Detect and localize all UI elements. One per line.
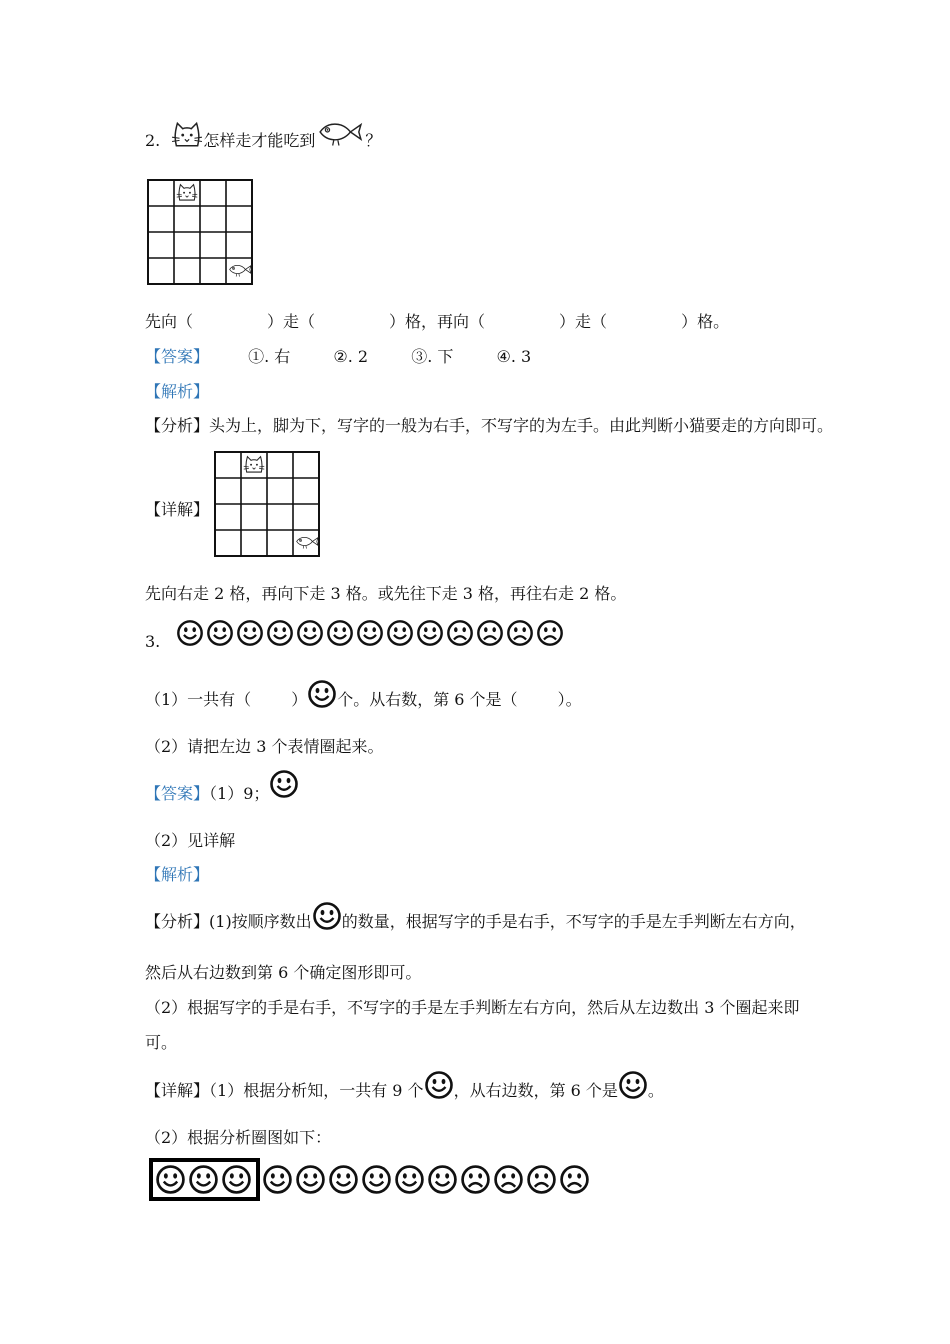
analysis1-a: (1)按顺序数出 [209, 912, 312, 931]
analysis-text: 头为上，脚为下，写字的一般为右手，不写字的为左手。由此判断小猫要走的方向即可。 [209, 416, 834, 435]
p1-text-d: ）。 [557, 690, 582, 709]
q3-answer-2: （2）见详解 [145, 831, 236, 850]
detail-fish-icon [297, 537, 318, 548]
smiley-icon [356, 619, 384, 647]
smiley-icon [386, 619, 414, 647]
smiley-icon [361, 1164, 392, 1195]
q3-circled-row [149, 1158, 592, 1201]
q3-face-row [176, 619, 566, 647]
q2-question-mark: ？ [365, 131, 382, 150]
smiley-icon [424, 1070, 454, 1100]
answer-1: ①. 右 [248, 347, 291, 366]
analysis-tag: 【分析】 [145, 416, 210, 435]
smiley-icon [269, 769, 299, 799]
q3-answer-tag: 【答案】 [145, 784, 210, 803]
smiley-icon [176, 619, 204, 647]
smiley-icon [427, 1164, 458, 1195]
frown-icon [493, 1164, 524, 1195]
detail1-a: （1）根据分析知，一共有 9 个 [209, 1081, 424, 1100]
p1-text-a: （1）一共有（ [145, 690, 252, 709]
q2-prompt [145, 131, 381, 151]
q3-detail-1 [145, 1081, 664, 1101]
q3-analysis-tag: 【分析】 [145, 912, 210, 931]
q2-conclusion: 先向右走 2 格，再向下走 3 格。或先往下走 3 格，再往右走 2 格。 [145, 584, 627, 603]
frown-icon [526, 1164, 557, 1195]
smiley-icon [312, 901, 342, 931]
q2-fill-line [145, 312, 729, 332]
q3-detail-2: （2）根据分析圈图如下： [145, 1128, 332, 1147]
frown-icon [536, 619, 564, 647]
analysis1-b: 的数量，根据写字的手是右手，不写字的手是左手判断左右方向， [341, 912, 806, 931]
frown-icon [476, 619, 504, 647]
smiley-icon [295, 1164, 326, 1195]
q3-answer [145, 784, 299, 804]
p1-text-c: 个。从右数，第 6 个是（ [337, 690, 518, 709]
smiley-icon [221, 1164, 252, 1195]
q2-answer-line [145, 347, 531, 367]
smiley-icon [394, 1164, 425, 1195]
q3-analysis-1 [145, 912, 806, 932]
fill-text-5: ）格。 [681, 312, 730, 331]
smiley-icon [328, 1164, 359, 1195]
smiley-icon [307, 679, 337, 709]
fill-text-3: ）格，再向（ [389, 312, 486, 331]
q3-detail-tag: 【详解】 [145, 1081, 210, 1100]
detail1-c: 。 [647, 1081, 664, 1100]
circled-group [149, 1158, 260, 1201]
smiley-icon [326, 619, 354, 647]
jiexi-tag: 【解析】 [145, 382, 210, 401]
smiley-icon [618, 1070, 648, 1100]
cat-icon [171, 120, 203, 148]
smiley-icon [206, 619, 234, 647]
q2-grid [147, 179, 253, 285]
q3-part1 [145, 690, 582, 710]
smiley-icon [262, 1164, 293, 1195]
frown-icon [460, 1164, 491, 1195]
detail1-b: ，从右边数，第 6 个是 [453, 1081, 618, 1100]
q3-part2: （2）请把左边 3 个表情圈起来。 [145, 737, 384, 756]
grid-fish-icon [230, 265, 251, 276]
p1-text-b: ） [291, 690, 308, 709]
answer-tag: 【答案】 [145, 347, 210, 366]
smiley-icon [416, 619, 444, 647]
detail-tag: 【详解】 [145, 500, 210, 519]
q2-number: 2. [145, 131, 161, 150]
q3-analysis-2a: （2）根据写字的手是右手，不写字的手是左手判断左右方向，然后从左边数出 3 个圈起来即 [145, 998, 800, 1017]
answer-4: ④. 3 [496, 347, 532, 366]
detail-grid [214, 451, 320, 557]
smiley-icon [296, 619, 324, 647]
q3-analysis-2b: 可。 [145, 1033, 178, 1052]
fill-text-4: ）走（ [559, 312, 608, 331]
frown-icon [446, 619, 474, 647]
frown-icon [506, 619, 534, 647]
fish-icon [317, 118, 363, 148]
answer-3: ③. 下 [411, 347, 454, 366]
uncircled-group [262, 1164, 592, 1195]
q3-jiexi-tag: 【解析】 [145, 865, 210, 884]
fill-text-1: 先向（ [145, 312, 194, 331]
q2-prompt-text: 怎样走才能吃到 [203, 131, 316, 150]
answer-2: ②. 2 [333, 347, 369, 366]
smiley-icon [188, 1164, 219, 1195]
q3-answer-1: （1）9； [209, 784, 270, 803]
grid-cat-icon [177, 185, 198, 200]
smiley-icon [155, 1164, 186, 1195]
fill-text-2: ）走（ [267, 312, 316, 331]
frown-icon [559, 1164, 590, 1195]
smiley-icon [236, 619, 264, 647]
detail-cat-icon [244, 457, 265, 472]
q3-number: 3. [145, 632, 161, 651]
q3-analysis-1c: 然后从右边数到第 6 个确定图形即可。 [145, 963, 422, 982]
q2-analysis [145, 416, 833, 436]
smiley-icon [266, 619, 294, 647]
